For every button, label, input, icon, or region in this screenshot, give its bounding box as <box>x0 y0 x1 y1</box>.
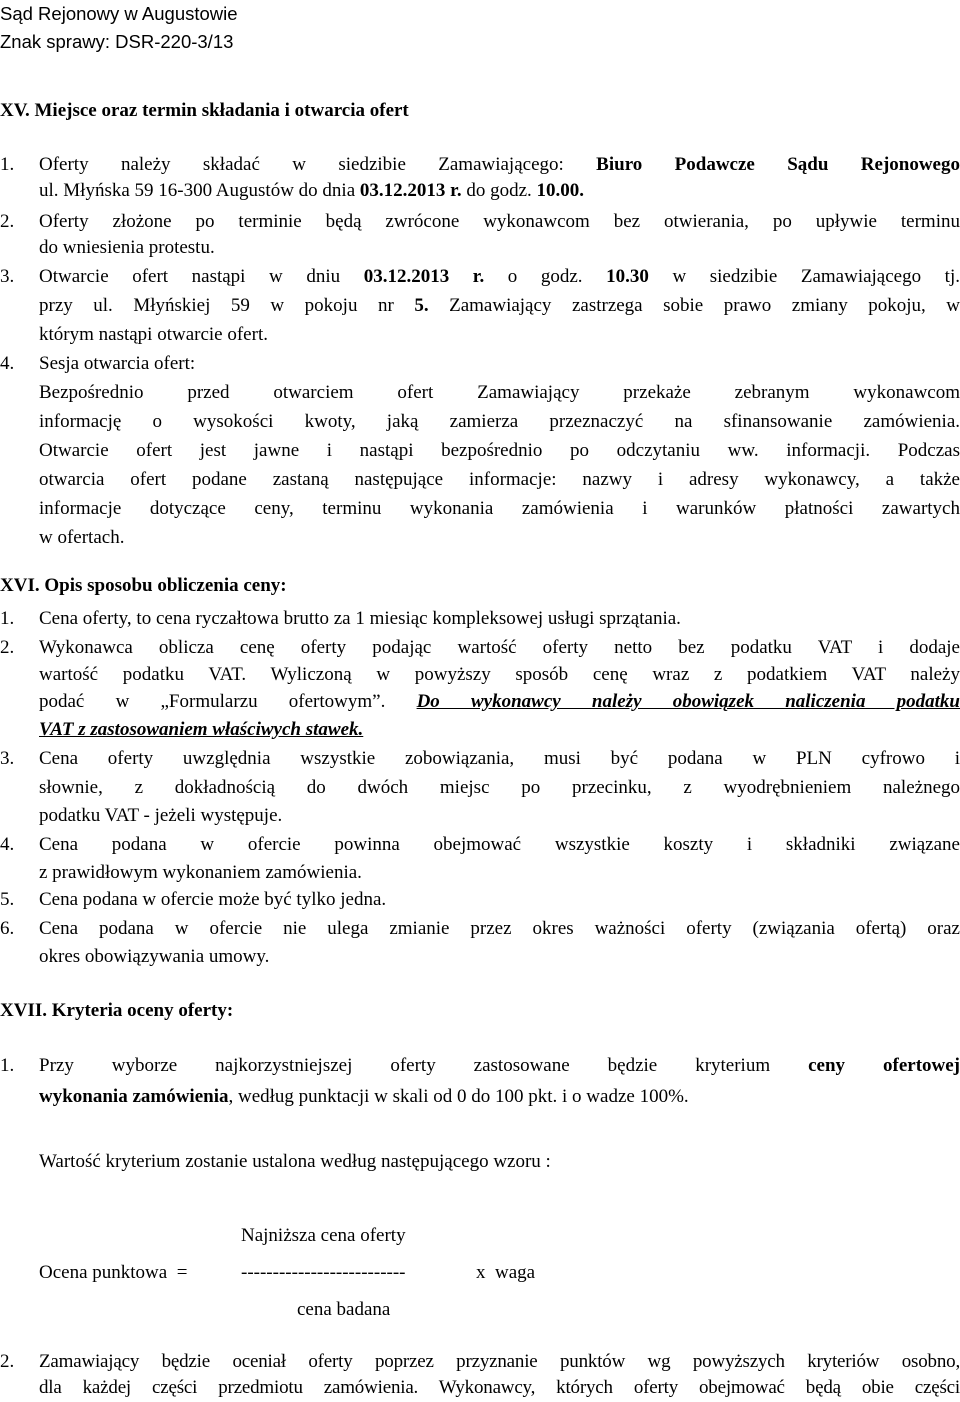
xv-item-2-line-2: do wniesienia protestu. <box>39 237 215 258</box>
xv-item-4-line-6: informacje dotyczące ceny, terminu wykonania zamówienia i warunków płatności zawartych <box>39 498 960 519</box>
xvi-item-6-line-2: okres obowiązywania umowy. <box>39 946 270 967</box>
xvi-item-6-line-1: Cena podana w ofercie nie ulega zmianie przez okres ważności oferty (związania ofertą) oraz <box>39 918 960 939</box>
xv-item-4-line-1: Sesja otwarcia ofert: <box>39 353 196 374</box>
xv-item-4-line-5: otwarcia ofert podane zastaną następujące informacje: nazwy i adresy wykonawcy, a także <box>39 469 960 490</box>
xvi-item-3-line-2: słownie, z dokładnością do dwóch miejsc po przecinku, z wyodrębnieniem należnego <box>39 777 960 798</box>
xv-item-1-line-2: ul. Młyńska 59 16-300 Augustów do dnia 03.12.2013 r. do godz. 10.00. <box>39 180 585 201</box>
court-name: Sąd Rejonowy w Augustowie <box>0 3 238 24</box>
formula-fraction-line: -------------------------- <box>241 1262 406 1283</box>
formula-times-weight: x waga <box>476 1262 536 1283</box>
formula-lhs: Ocena punktowa = <box>39 1262 188 1283</box>
xv-item-4-line-4: Otwarcie ofert jest jawne i nastąpi bezpośrednio po odczytaniu ww. informacji. Podczas <box>39 440 960 461</box>
xvi-item-6-number: 6. <box>0 918 15 939</box>
xv-item-2-line-1: Oferty złożone po terminie będą zwrócone wykonawcom bez otwierania, po upływie terminu <box>39 211 960 232</box>
xvii-item-2-number: 2. <box>0 1351 15 1372</box>
xvi-item-3-line-3: podatku VAT - jeżeli występuje. <box>39 805 283 826</box>
xvi-item-2-line-3: podać w „Formularzu ofertowym”. Do wykonawcy należy obowiązek naliczenia podatku <box>39 691 960 712</box>
xvi-item-3-line-1: Cena oferty uwzględnia wszystkie zobowiązania, musi być podana w PLN cyfrowo i <box>39 748 960 769</box>
xvi-item-1-line-1: Cena oferty, to cena ryczałtowa brutto za 1 miesiąc kompleksowej usługi sprzątania. <box>39 608 681 629</box>
xvii-item-2-line-2: dla każdej części przedmiotu zamówienia. Wykonawcy, których oferty obejmować będą obie części <box>39 1377 960 1398</box>
section-xvi-title: XVI. Opis sposobu obliczenia ceny: <box>0 575 287 596</box>
xvi-item-2-line-1: Wykonawca oblicza cenę oferty podając wartość oferty netto bez podatku VAT i dodaje <box>39 637 960 658</box>
xvi-item-4-line-1: Cena podana w ofercie powinna obejmować wszystkie koszty i składniki związane <box>39 834 960 855</box>
xv-item-4-line-7: w ofertach. <box>39 527 125 548</box>
xvii-item-1-number: 1. <box>0 1055 15 1076</box>
formula-denominator: cena badana <box>297 1299 391 1320</box>
xvi-item-4-line-2: z prawidłowym wykonaniem zamówienia. <box>39 862 362 883</box>
xv-item-3-number: 3. <box>0 266 15 287</box>
xv-item-1-number: 1. <box>0 154 15 175</box>
xv-item-3-line-2: przy ul. Młyńskiej 59 w pokoju nr 5. Zamawiający zastrzega sobie prawo zmiany pokoju, w <box>39 295 960 316</box>
xv-item-4-line-2: Bezpośrednio przed otwarciem ofert Zamawiający przekaże zebranym wykonawcom <box>39 382 960 403</box>
section-xvii-title: XVII. Kryteria oceny oferty: <box>0 1000 234 1021</box>
xvi-item-3-number: 3. <box>0 748 15 769</box>
xvi-item-5-line-1: Cena podana w ofercie może być tylko jedna. <box>39 889 387 910</box>
xv-item-1-line-1: Oferty należy składać w siedzibie Zamawiającego: Biuro Podawcze Sądu Rejonowego <box>39 154 960 175</box>
formula-numerator: Najniższa cena oferty <box>241 1225 406 1246</box>
xv-item-3-line-1: Otwarcie ofert nastąpi w dniu 03.12.2013 r. o godz. 10.30 w siedzibie Zamawiającego tj. <box>39 266 960 287</box>
xvi-item-1-number: 1. <box>0 608 15 629</box>
xvii-item-1-line-1: Przy wyborze najkorzystniejszej oferty zastosowane będzie kryterium ceny ofertowej <box>39 1055 960 1076</box>
xvi-item-2-number: 2. <box>0 637 15 658</box>
xv-item-2-number: 2. <box>0 211 15 232</box>
xvi-item-2-line-2: wartość podatku VAT. Wyliczoną w powyższy sposób cenę wraz z podatkiem VAT należy <box>39 664 960 685</box>
xvii-item-1-line-2: wykonania zamówienia, według punktacji w skali od 0 do 100 pkt. i o wadze 100%. <box>39 1086 689 1107</box>
xvii-item-2-line-1: Zamawiający będzie oceniał oferty poprzez przyznanie punktów wg powyższych kryteriów osobno, <box>39 1351 960 1372</box>
xvi-item-2-line-4: VAT z zastosowaniem właściwych stawek. <box>39 719 364 740</box>
xv-item-4-number: 4. <box>0 353 15 374</box>
section-xv-title: XV. Miejsce oraz termin składania i otwarcia ofert <box>0 100 409 121</box>
case-reference: Znak sprawy: DSR-220-3/13 <box>0 31 234 52</box>
xv-item-3-line-3: którym nastąpi otwarcie ofert. <box>39 324 268 345</box>
formula-intro: Wartość kryterium zostanie ustalona według następującego wzoru : <box>39 1151 551 1172</box>
xv-item-4-line-3: informację o wysokości kwoty, jaką zamierza przeznaczyć na sfinansowanie zamówienia. <box>39 411 960 432</box>
xvi-item-5-number: 5. <box>0 889 15 910</box>
xvi-item-4-number: 4. <box>0 834 15 855</box>
